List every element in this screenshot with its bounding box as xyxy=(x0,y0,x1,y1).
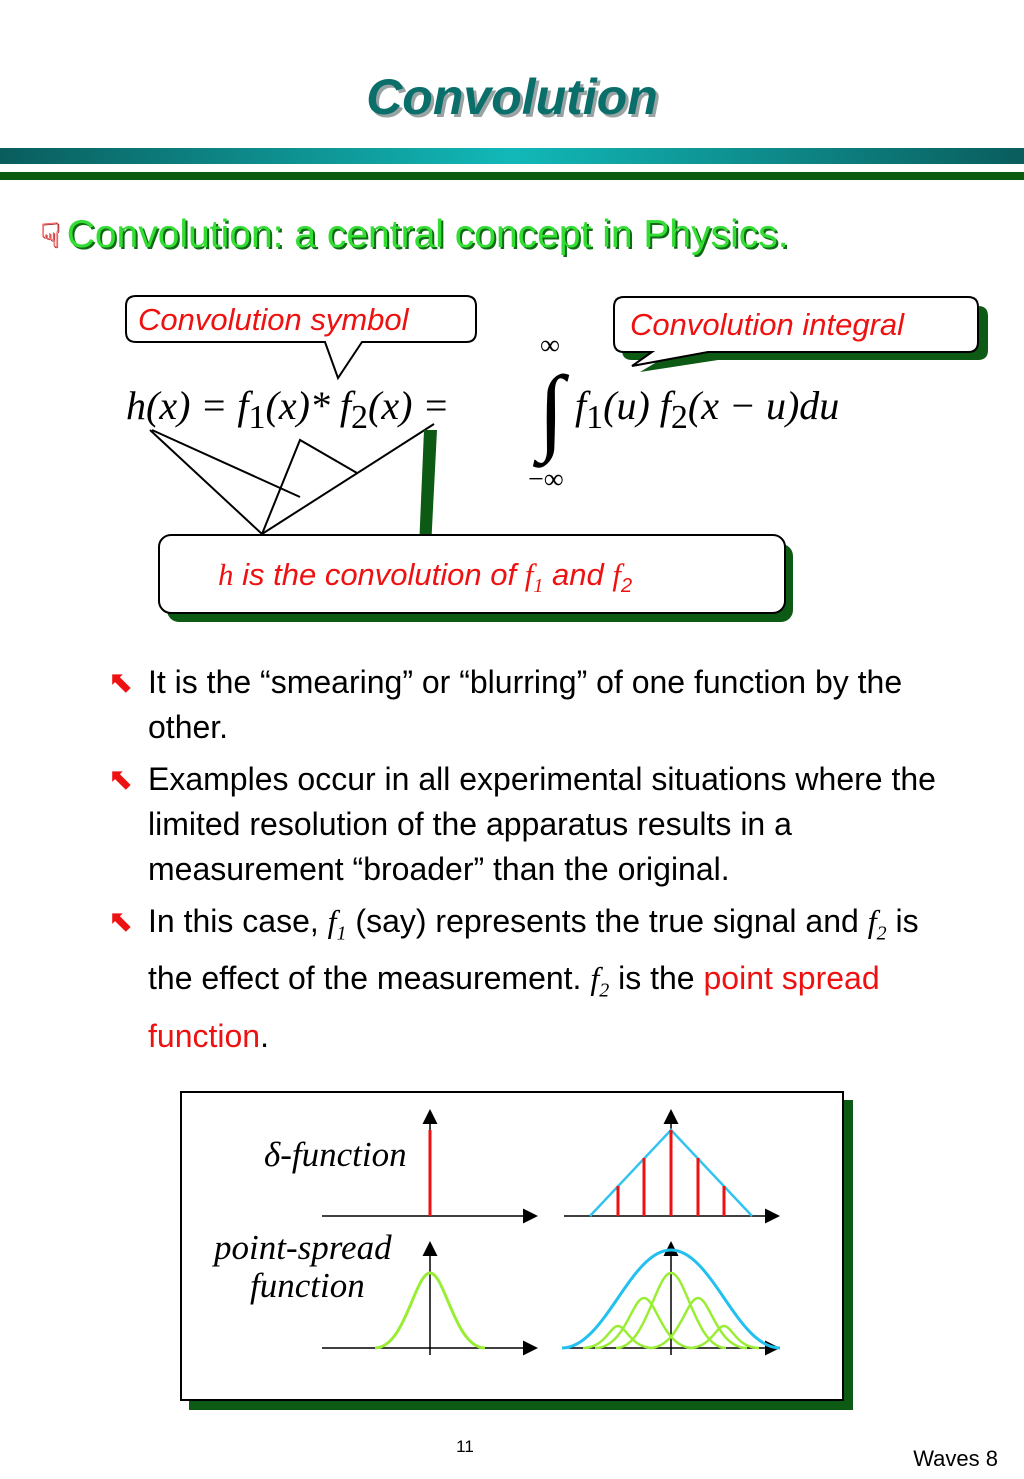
psf-label-line2: function xyxy=(250,1266,365,1305)
integral-lower-limit: −∞ xyxy=(528,464,564,495)
arrow-up-left-icon: ⬉ xyxy=(108,665,134,700)
bullet-f2b-sub: 2 xyxy=(599,979,610,1002)
delta-function-label: δ-function xyxy=(264,1135,407,1174)
statement-f1: f xyxy=(524,557,534,592)
bullet-text-part: In this case, xyxy=(148,903,328,939)
integrand-sub1: 1 xyxy=(586,399,604,436)
bullet-f2b: f xyxy=(590,960,600,997)
arrow-up-left-icon: ⬉ xyxy=(108,904,134,939)
formula-sub1: 1 xyxy=(248,399,266,436)
integral-upper-limit: ∞ xyxy=(540,330,560,361)
integrand-sub2: 2 xyxy=(670,399,688,436)
integrand-mid: (u) f xyxy=(603,383,671,428)
bullet-f1: f xyxy=(327,903,337,939)
integral-callout-label: Convolution integral xyxy=(630,307,905,342)
bullet-text: Examples occur in all experimental situations where the limited resolution of the apparatus results in a measurement “broader” than the original. xyxy=(148,761,936,887)
psf-label-line1: point-spread xyxy=(214,1228,392,1267)
footer-label: Waves 8 xyxy=(913,1446,998,1471)
bullet-f2: f xyxy=(867,903,877,939)
heading-text: Convolution: a central concept in Physics. xyxy=(66,213,789,256)
bullet-f1-sub: 1 xyxy=(336,922,347,945)
statement-text: is the convolution of xyxy=(233,557,525,592)
integrand-f1: f xyxy=(575,383,587,428)
page-number: 11 xyxy=(456,1437,474,1456)
formula-mid: (x)* f xyxy=(265,383,352,428)
integral-sign: ∫ xyxy=(538,356,565,463)
statement-f2-sub: 2 xyxy=(620,575,633,598)
bullet-text: It is the “smearing” or “blurring” of one function by the other. xyxy=(148,664,903,745)
arrow-up-left-icon: ⬉ xyxy=(108,762,134,797)
formula-sub2: 2 xyxy=(351,399,369,436)
formula-rhs: (x) = xyxy=(368,383,450,428)
sampled-deltas xyxy=(618,1130,724,1216)
formula-lhs: h(x) = f xyxy=(126,383,249,428)
hand-pointing-icon: ☟ xyxy=(40,216,61,256)
symbol-callout-label: Convolution symbol xyxy=(138,302,409,337)
slide-title: Convolution xyxy=(366,69,658,125)
bullet-text-part: (say) represents the true signal and xyxy=(346,903,868,939)
psf-highlight: point spread function xyxy=(148,960,880,1054)
bullet-text-part: is the xyxy=(609,960,704,997)
bullet-text-part: . xyxy=(260,1017,269,1054)
statement-f1-sub: 1 xyxy=(533,575,544,598)
statement-f2: f xyxy=(612,557,621,592)
bullet-f2-sub: 2 xyxy=(876,922,887,945)
bullet-text-part: is the effect of the measurement. xyxy=(148,903,919,997)
integrand-end: (x − u)du xyxy=(687,383,840,428)
statement-and: and xyxy=(543,557,613,592)
statement-h: h xyxy=(218,557,234,592)
